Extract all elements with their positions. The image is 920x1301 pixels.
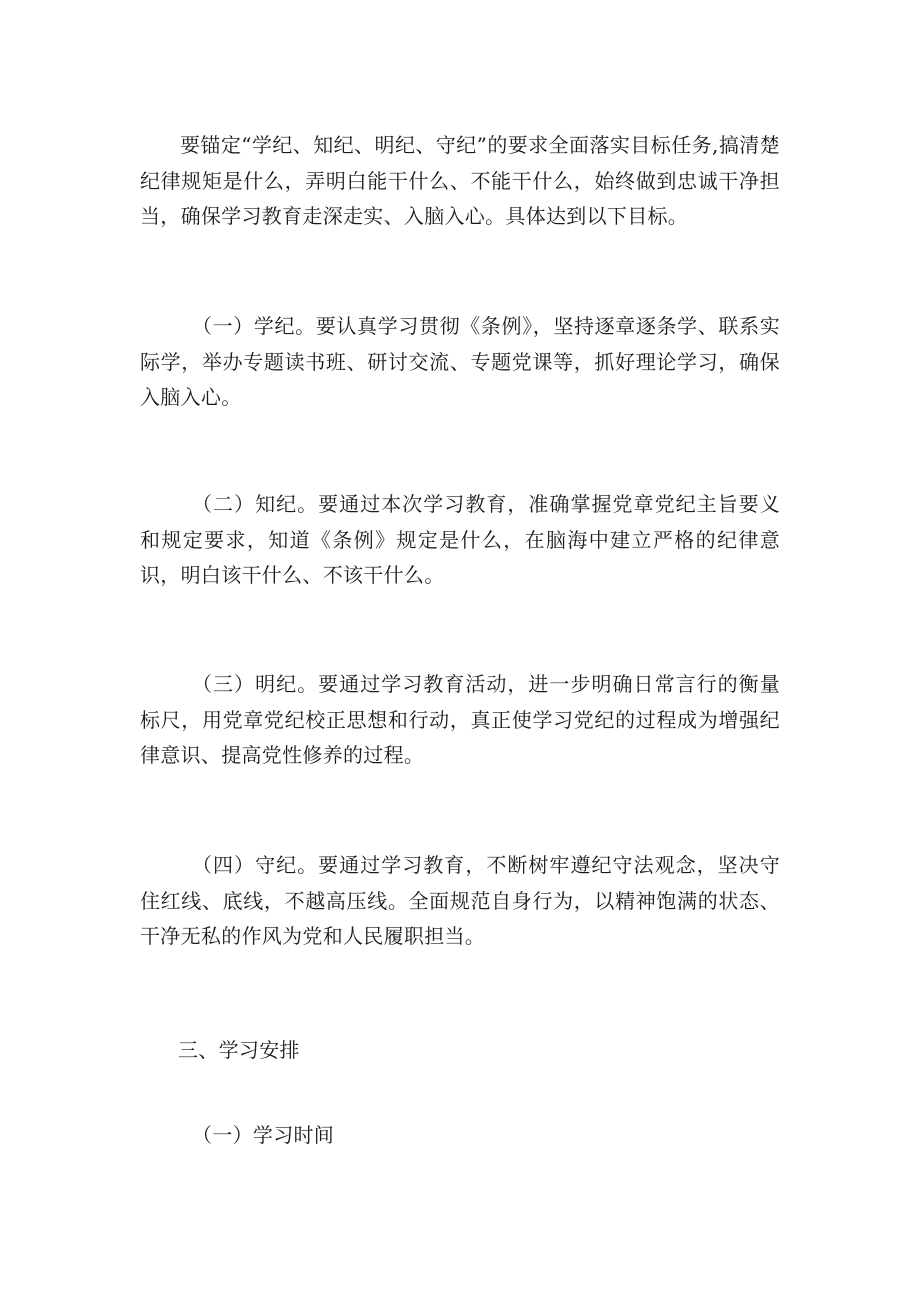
paragraph-shou-ji: （四）守纪。要通过学习教育，不断树牢遵纪守法观念，坚决守住红线、底线，不越高压线。全面规范自身行为，以精神饱满的状态、干净无私的作风为党和人民履职担当。 [140,853,780,948]
subsection-heading: （一）学习时间 [192,1123,335,1147]
paragraph-zhi-ji: （二）知纪。要通过本次学习教育，准确掌握党章党纪主旨要义和规定要求，知道《条例》规定是什么，在脑海中建立严格的纪律意识，明白该干什么、不该干什么。 [140,492,780,587]
paragraph-ming-ji: （三）明纪。要通过学习教育活动，进一步明确日常言行的衡量标尺，用党章党纪校正思想和行动，真正使学习党纪的过程成为增强纪律意识、提高党性修养的过程。 [140,672,780,767]
paragraph-goals-intro: 要锚定“学纪、知纪、明纪、守纪”的要求全面落实目标任务,搞清楚纪律规矩是什么，弄明白能干什么、不能干什么，始终做到忠诚干净担当，确保学习教育走深走实、入脑入心。具体达到以下目标。 [140,133,780,228]
paragraph-xue-ji: （一）学纪。要认真学习贯彻《条例》，坚持逐章逐条学、联系实际学，举办专题读书班、研讨交流、专题党课等，抓好理论学习，确保入脑入心。 [140,314,780,409]
section-heading: 三、学习安排 [178,1038,300,1062]
